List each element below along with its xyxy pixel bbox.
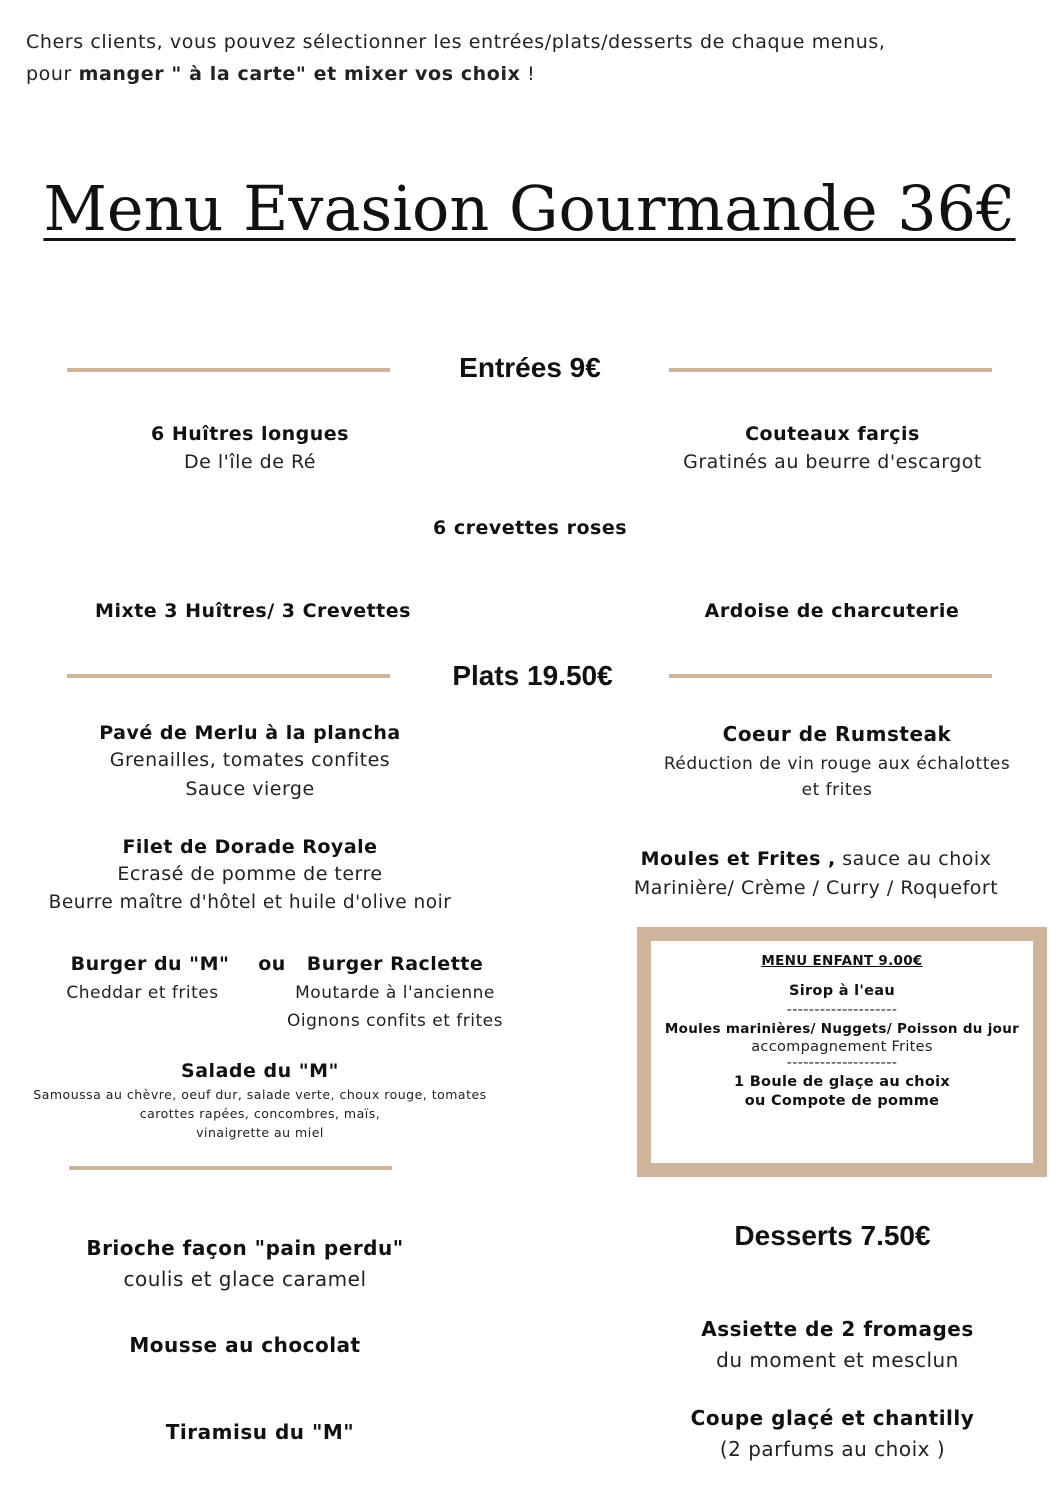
dessert-fromages-name: Assiette de 2 fromages (701, 1317, 974, 1341)
plat-dorade-desc-1: Ecrasé de pomme de terre (117, 863, 383, 885)
entree-crevettes: 6 crevettes roses (432, 517, 628, 539)
plat-salade-desc-2: carottes rapées, concombres, maïs, (139, 1106, 381, 1121)
plat-burger-raclette-desc-1: Moutarde à l'ancienne (295, 983, 495, 1003)
divider-left-entrees (67, 368, 390, 372)
plat-moules-suffix: sauce au choix (835, 848, 992, 870)
dessert-brioche (30, 1236, 460, 1291)
menu-title (0, 172, 1059, 245)
plat-burger-m-desc: Cheddar et frites (66, 983, 219, 1003)
kids-menu-box (637, 927, 1047, 1177)
dessert-brioche-name: Brioche façon "pain perdu" (86, 1236, 404, 1260)
kids-menu-dessert-1: 1 Boule de glaçe au choix (733, 1074, 951, 1090)
section-heading-plats: Plats 19.50€ (452, 660, 613, 691)
dessert-coupe-name: Coupe glaçé et chantilly (690, 1406, 975, 1430)
entree-couteaux-desc: Gratinés au beurre d'escargot (683, 451, 982, 473)
entree-ardoise: Ardoise de charcuterie (704, 600, 960, 622)
divider-right-plats (669, 674, 992, 678)
dessert-mousse: Mousse au chocolat (129, 1333, 361, 1357)
plat-rumsteak-desc-1: Réduction de vin rouge aux échalottes (663, 754, 1011, 774)
divider-left-plats (67, 674, 390, 678)
entree-mixte: Mixte 3 Huîtres/ 3 Crevettes (95, 600, 411, 622)
dessert-fromages (630, 1317, 1045, 1372)
plat-moules-desc: Marinière/ Crème / Curry / Roquefort (633, 877, 999, 899)
dessert-coupe-desc: (2 parfums au choix ) (719, 1437, 946, 1461)
intro-line-1: Chers clients, vous pouvez sélectionner les entrées/plats/desserts de chaque menus, (26, 31, 886, 53)
plat-burger-m-name: Burger du "M" (70, 953, 230, 975)
plat-salade (20, 1060, 500, 1142)
plat-merlu (50, 722, 450, 800)
plat-burger-or: ou (258, 953, 286, 975)
kids-menu-dessert-2: ou Compote de pomme (744, 1093, 940, 1109)
entree-huitres (50, 423, 450, 473)
intro-line-2 (26, 58, 886, 90)
plat-rumsteak (632, 722, 1042, 800)
intro-line-2-pre: pour (26, 63, 79, 85)
plat-rumsteak-desc-2: et frites (801, 780, 873, 800)
divider-right-entrees (669, 368, 992, 372)
kids-menu-separator-2: -------------------- (786, 1055, 898, 1071)
plat-dorade-name: Filet de Dorade Royale (122, 836, 378, 858)
dessert-tiramisu: Tiramisu du "M" (165, 1420, 355, 1444)
kids-menu-drink: Sirop à l'eau (788, 983, 896, 999)
plat-dorade-desc-2: Beurre maître d'hôtel et huile d'olive noir (48, 892, 452, 913)
kids-menu-main: Moules marinières/ Nuggets/ Poisson du jour (664, 1021, 1020, 1037)
section-heading-entrees: Entrées 9€ (459, 352, 601, 383)
divider-left-desserts (69, 1166, 392, 1170)
plat-moules-title (600, 848, 1032, 870)
menu-title-text: Menu Evasion Gourmande 36€ (43, 172, 1016, 245)
plat-salade-desc-1: Samoussa au chèvre, oeuf dur, salade verte, choux rouge, tomates (33, 1087, 487, 1102)
intro-line-2-bold: manger " à la carte" et mixer vos choix (78, 63, 521, 85)
entree-huitres-desc: De l'île de Ré (184, 451, 316, 473)
plat-burger-raclette-desc-2: Oignons confits et frites (287, 1011, 503, 1031)
plat-salade-desc-3: vinaigrette au miel (196, 1125, 324, 1140)
intro-text (26, 26, 886, 90)
entree-huitres-name: 6 Huîtres longues (151, 423, 349, 445)
plat-merlu-desc-2: Sauce vierge (185, 778, 315, 800)
kids-menu-separator-1: -------------------- (786, 1002, 898, 1018)
kids-menu-title: MENU ENFANT 9.00€ (761, 953, 923, 969)
dessert-fromages-desc: du moment et mesclun (716, 1348, 959, 1372)
dessert-coupe (625, 1406, 1040, 1461)
entree-couteaux-name: Couteaux farçis (745, 423, 920, 445)
plat-merlu-desc-1: Grenailles, tomates confites (109, 749, 391, 771)
plat-dorade (20, 836, 480, 913)
plat-moules (600, 848, 1032, 899)
intro-line-2-post: ! (520, 63, 536, 85)
plat-rumsteak-name: Coeur de Rumsteak (722, 722, 952, 746)
plat-moules-name: Moules et Frites , (640, 848, 836, 870)
dessert-brioche-desc: coulis et glace caramel (123, 1267, 367, 1291)
plat-merlu-name: Pavé de Merlu à la plancha (99, 722, 401, 744)
entree-couteaux (630, 423, 1035, 473)
plat-burger-raclette-name: Burger Raclette (306, 953, 484, 975)
kids-menu-side: accompagnement Frites (751, 1039, 933, 1055)
section-heading-desserts: Desserts 7.50€ (734, 1220, 931, 1251)
plat-salade-name: Salade du "M" (181, 1060, 339, 1082)
